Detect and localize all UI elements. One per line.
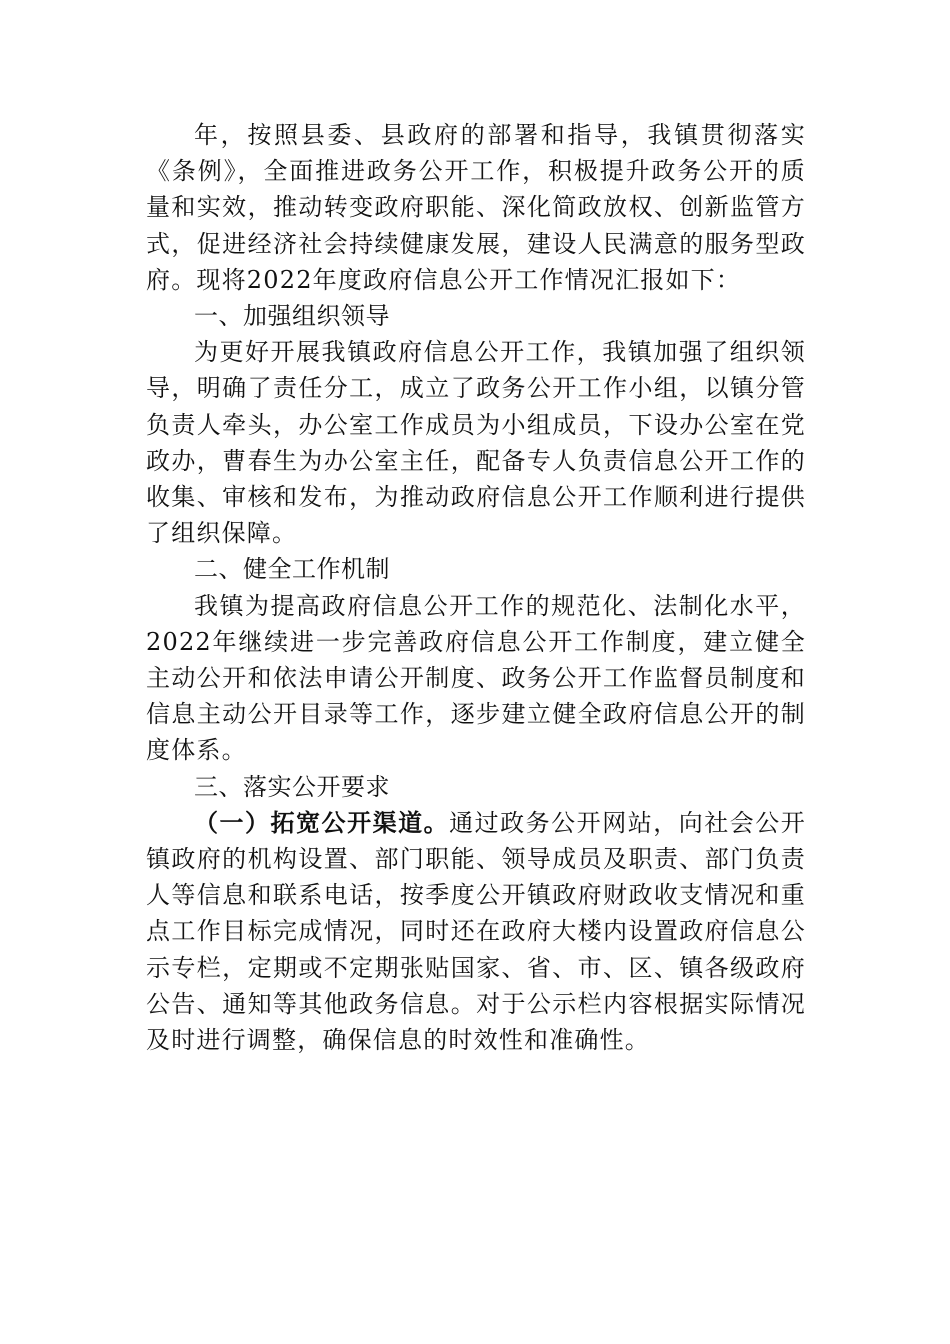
- section-heading-requirements: 三、落实公开要求: [194, 772, 390, 801]
- section-body-organization: 为更好开展我镇政府信息公开工作，我镇加强了组织领导，明确了责任分工，成立了政务公开工作小组，以镇分管负责人牵头，办公室工作成员为小组成员，下设办公室在党政办，曹春生为办公室主任，配备专人负责信息公开工作的收集、审核和发布，为推动政府信息公开工作顺利进行提供了组织保障。: [146, 338, 806, 548]
- section-body-mechanism: 我镇为提高政府信息公开工作的规范化、法制化水平，2022年继续进一步完善政府信息公开工作制度，建立健全主动公开和依法申请公开制度、政务公开工作监督员制度和信息主动公开目录等工作，逐步建立健全政府信息公开的制度体系。: [146, 591, 806, 765]
- section-heading-organization: 一、加强组织领导: [194, 302, 390, 331]
- intro-paragraph: 年，按照县委、县政府的部署和指导，我镇贯彻落实《条例》，全面推进政务公开工作，积极提升政务公开的质量和实效，推动转变政府职能、深化简政放权、创新监管方式，促进经济社会持续健康发展，建设人民满意的服务型政府。现将2022年度政府信息公开工作情况汇报如下：: [146, 121, 806, 294]
- section-heading-mechanism: 二、健全工作机制: [194, 555, 390, 584]
- subsection-paragraph-channels: [146, 805, 806, 1058]
- subsection-lead: （一）拓宽公开渠道。: [194, 808, 450, 837]
- subsection-body: 通过政务公开网站，向社会公开镇政府的机构设置、部门职能、领导成员及职责、部门负责人等信息和联系电话，按季度公开镇政府财政收支情况和重点工作目标完成情况，同时还在政府大楼内设置政府信息公示专栏，定期或不定期张贴国家、省、市、区、镇各级政府公告、通知等其他政务信息。对于公示栏内容根据实际情况及时进行调整，确保信息的时效性和准确性。: [146, 808, 806, 1055]
- document-body: [146, 117, 806, 1058]
